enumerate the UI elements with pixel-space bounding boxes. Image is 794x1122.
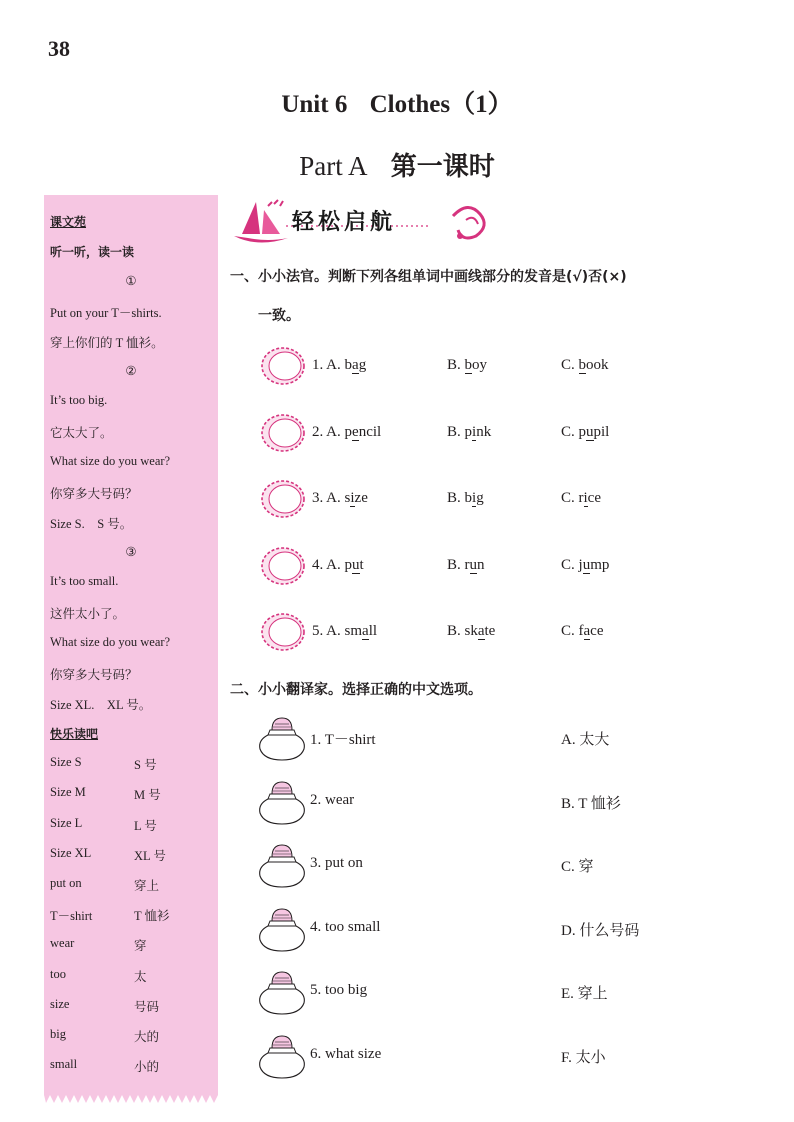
translate-option: F. 太小 [561,1049,606,1066]
dialog-number: ② [125,364,137,378]
banner-title: 轻松启航 [292,210,397,235]
vocab-en: Size S [50,755,82,769]
dialog-line: It’s too small. [50,574,119,588]
vocab-cn: T 恤衫 [134,909,170,923]
vocab-en: Size M [50,785,86,799]
sidebar-zigzag-edge [44,1093,218,1103]
translate-item: 5. too big [310,982,368,998]
option-a: 2. A. pencil [312,423,382,440]
option-a: 5. A. small [312,623,378,639]
option-b: B. boy [447,357,488,373]
option-b: B. big [447,490,484,506]
option-c: C. face [561,623,604,639]
unit-label: Unit 6 [281,91,348,118]
option-c: C. pupil [561,423,610,440]
answer-bubble-icon[interactable] [260,346,306,386]
vocab-en: big [50,1027,66,1041]
answer-jar-icon[interactable] [258,970,306,1016]
option-c: C. rice [561,490,601,506]
vocab-en: size [50,997,70,1011]
dialog-line: 它太大了。 [50,426,113,440]
translate-option: E. 穿上 [561,986,608,1002]
vocab-cn: 大的 [134,1030,160,1044]
vocab-cn: L 号 [134,819,157,833]
translate-item: 1. T－shirt [310,732,376,748]
vocab-row [50,1027,160,1044]
vocab-cn: XL 号 [134,849,166,863]
vocab-row [50,936,147,953]
vocab-cn: M 号 [134,788,161,802]
dialog-number: ① [125,274,137,288]
page-subtitle [0,146,794,183]
option-a: 4. A. put [312,556,364,573]
option-a: 3. A. size [312,490,368,506]
dialog-number: ③ [125,545,137,559]
sidebar-panel [44,195,218,1095]
vocab-row [50,876,160,893]
dialog-line: Put on your T－shirts. [50,306,162,320]
vocab-row [50,967,147,984]
vocab-cn: 穿上 [134,879,160,893]
dialog-line: Size S. S 号。 [50,517,133,531]
sidebar-heading: 课文苑 [50,215,87,229]
answer-jar-icon[interactable] [258,1034,306,1080]
section1-instruction: 一、小小法官。判断下列各组单词中画线部分的发音是(√)否(×) [230,269,627,285]
vocab-row [50,755,157,772]
vocab-en: small [50,1057,78,1071]
vocab-en: T－shirt [50,909,93,923]
translate-option: A. 太大 [561,732,610,748]
translate-option: B. T 恤衫 [561,795,621,812]
vocab-en: put on [50,876,82,890]
vocab-en: Size L [50,816,83,830]
vocab-row [50,816,157,833]
vocab-cn: 小的 [134,1060,160,1074]
vocab-cn: 穿 [134,939,147,953]
dialog-line: What size do you wear? [50,635,171,649]
vocab-en: wear [50,936,75,950]
answer-bubble-icon[interactable] [260,413,306,453]
translate-item: 3. put on [310,855,363,871]
dialog-line: What size do you wear? [50,454,171,468]
option-b: B. pink [447,423,492,440]
vocab-en: Size XL [50,846,92,860]
option-c: C. jump [561,556,610,573]
lesson-label: 第一课时 [390,152,495,182]
vocab-row [50,997,160,1014]
page-title [0,84,794,120]
sidebar-listen-label: 听一听，读一读 [50,245,135,259]
part-label: Part A [299,151,366,181]
option-b: B. skate [447,623,496,639]
answer-bubble-icon[interactable] [260,612,306,652]
section1-instruction-cont: 一致。 [258,308,300,324]
translate-option: C. 穿 [561,859,594,875]
dialog-line: 你穿多大号码？ [50,487,138,501]
translate-item: 2. wear [310,791,355,808]
vocab-row [50,846,166,863]
vocab-row [50,1057,160,1074]
option-c: C. book [561,357,609,373]
translate-option: D. 什么号码 [561,922,640,939]
vocab-cn: S 号 [134,758,157,772]
vocab-en: too [50,967,66,981]
vocab-row [50,906,170,924]
option-b: B. run [447,556,485,573]
translate-item: 6. what size [310,1045,382,1062]
dialog-line: Size XL. XL 号。 [50,698,152,712]
dialog-line: It’s too big. [50,393,108,407]
option-a: 1. A. bag [312,357,367,373]
section2-instruction: 二、小小翻译家。选择正确的中文选项。 [230,682,482,698]
dialog-line: 穿上你们的 T 恤衫。 [50,336,164,350]
vocab-cn: 太 [134,970,147,984]
translate-item: 4. too small [310,918,381,935]
answer-jar-icon[interactable] [258,843,306,889]
answer-bubble-icon[interactable] [260,479,306,519]
page-number: 38 [48,36,70,61]
answer-bubble-icon[interactable] [260,546,306,586]
unit-topic: Clothes（1） [369,91,513,118]
dialog-line: 你穿多大号码？ [50,668,138,682]
vocab-row [50,785,161,802]
vocab-heading: 快乐读吧 [50,727,99,741]
dialog-line: 这件太小了。 [50,607,126,621]
answer-jar-icon[interactable] [258,907,306,953]
answer-jar-icon[interactable] [258,780,306,826]
vocab-cn: 号码 [134,1000,160,1014]
answer-jar-icon[interactable] [258,716,306,762]
